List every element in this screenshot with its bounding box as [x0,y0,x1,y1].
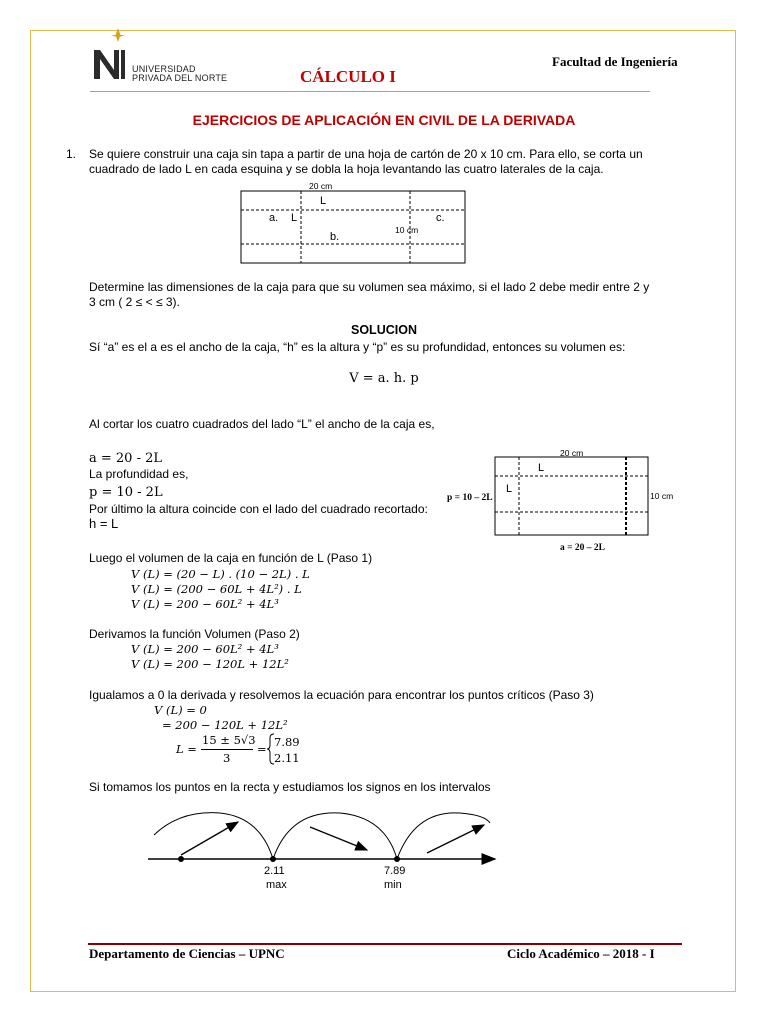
depth-equation: p = 10 - 2L [89,485,163,500]
critical-point-2-value: 7.89 [384,865,406,877]
height-equation: h = L [89,516,119,531]
step3-eq1: V (L) = 0 [154,703,207,717]
header-rule [90,91,650,92]
step2-text: Derivamos la función Volumen (Paso 2) [89,627,300,641]
step2-eq2: V (L) = 200 − 120L + 12L² [131,657,289,671]
fig1-c-label: c. [436,212,445,224]
course-title: CÁLCULO I [300,67,396,86]
sign-analysis-text: Si tomamos los puntos en la recta y estudiamos los signos en los intervalos [89,780,491,794]
step2-eq1: V (L) = 200 − 60L² + 4L³ [131,642,279,656]
fig2-width-label: 20 cm [560,448,584,458]
height-text: Por último la altura coincide con el lado del cuadrado recortado: [89,502,428,516]
root-value-2: 2.11 [274,751,300,765]
step1-eq3: V (L) = 200 − 60L² + 4L³ [131,597,279,611]
root-value-1: 7.89 [274,735,300,749]
depth-text: La profundidad es, [89,467,189,481]
page-title: EJERCICIOS DE APLICACIÓN EN CIVIL DE LA DERIVADA [192,112,576,128]
problem-statement-line2: cuadrado de lado L en cada esquina y se dobla la hoja levantando las cuatro laterales de la caja. [89,162,604,176]
box-diagram [494,455,654,540]
footer-rule [88,943,682,945]
fig1-L-top: L [320,195,327,207]
critical-points-denominator: 3 [223,751,231,765]
step3-eq2: = 200 − 120L + 12L² [162,718,288,732]
critical-point-1-label: max [266,879,287,891]
width-equation: a = 20 - 2L [89,451,163,466]
fig1-b-label: b. [330,231,340,243]
question-line2: 3 cm ( 2 ≤ < ≤ 3). [89,295,180,309]
problem-number: 1. [66,147,77,161]
university-name-line2: PRIVADA DEL NORTE [132,73,228,83]
volume-formula: V = a. h. p [349,371,419,386]
footer-cycle: Ciclo Académico – 2018 - I [507,946,655,961]
fig2-depth-label: p = 10 – 2L [447,493,493,503]
fig2-width-formula: a = 20 – 2L [560,543,605,553]
fig2-L-top: L [538,462,545,474]
step1-eq1: V (L) = (20 − L) . (10 − 2L) . L [131,567,310,581]
footer-department: Departamento de Ciencias – UPNC [89,946,285,961]
cut-description: Al cortar los cuatro cuadrados del lado “L” el ancho de la caja es, [89,417,435,431]
question-line1: Determine las dimensiones de la caja para que su volumen sea máximo, si el lado 2 debe medir entre 2 y [89,280,650,294]
critical-point-1-value: 2.11 [264,865,285,877]
faculty-name: Facultad de Ingeniería [552,54,678,69]
problem-statement-line1: Se quiere construir una caja sin tapa a partir de una hoja de cartón de 20 x 10 cm. Para ello, se corta un [89,147,643,161]
fig1-L-left: L [291,212,298,224]
fig1-height-label: 10 cm [395,225,419,235]
fig2-height-label: 10 cm [650,491,674,501]
critical-points-numerator: 15 ± 5√3 [202,733,256,747]
number-line-diagram [140,805,510,875]
step1-text: Luego el volumen de la caja en función de L (Paso 1) [89,551,373,565]
fraction-bar [201,749,253,750]
fig1-width-label: 20 cm [309,181,333,191]
critical-points-lhs: L = [176,742,197,756]
solution-intro: Sí “a” es el a es el ancho de la caja, “h” es la altura y “p” es su profundidad, entonces su volumen es: [89,340,626,354]
solution-heading: SOLUCION [351,323,417,337]
critical-points-equals: = [257,742,267,756]
university-name-line1: UNIVERSIDAD [132,64,196,74]
step3-text: Igualamos a 0 la derivada y resolvemos la ecuación para encontrar los puntos críticos (Paso 3) [89,688,594,702]
step1-eq2: V (L) = (200 − 60L + 4L²) . L [131,582,302,596]
critical-point-2-label: min [384,879,402,891]
upn-logo [90,26,130,82]
fig1-a-label: a. [269,212,279,224]
fig2-L-left: L [506,483,513,495]
